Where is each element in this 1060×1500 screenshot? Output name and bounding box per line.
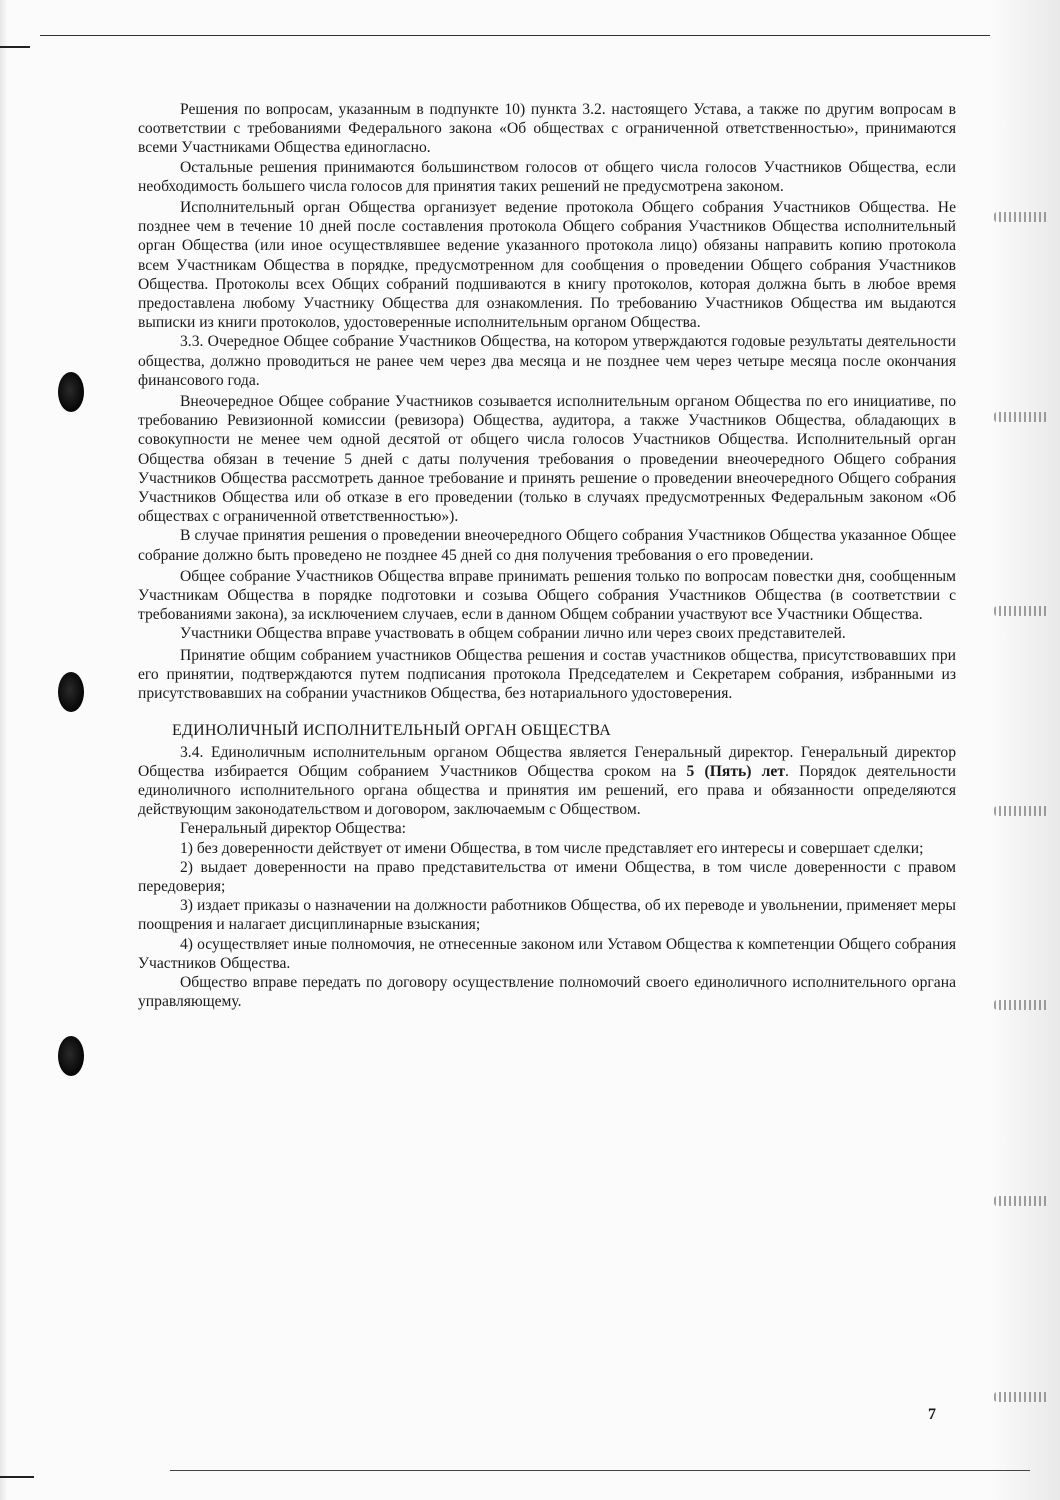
bottom-rule-line <box>170 1470 1030 1471</box>
right-scan-edge <box>990 0 1060 1500</box>
document-body <box>138 100 956 1011</box>
punch-hole <box>58 372 84 412</box>
list-item: 2) выдает доверенности на право представительства от имени Общества, в том числе доверенности с правом передоверия; <box>138 858 956 895</box>
binding-mark <box>994 412 1048 422</box>
paragraph: Общество вправе передать по договору осуществление полномочий своего единоличного исполнительного органа управляющему. <box>138 973 956 1011</box>
binding-mark <box>994 1000 1048 1010</box>
binding-mark <box>994 1196 1048 1206</box>
punch-hole <box>58 672 84 712</box>
binding-mark <box>994 1392 1048 1402</box>
binding-mark <box>994 806 1048 816</box>
paragraph: Принятие общим собранием участников Общества решения и состав участников общества, присутствовавших при его принятии, подтверждаются путем подписания протокола Председателем и Секретарем собрания, избранными из присутствовавших на собрании участников Общества, без нотариального удостоверения. <box>138 646 956 703</box>
binding-mark <box>994 212 1048 222</box>
list-item: 4) осуществляет иные полномочия, не отнесенные законом или Уставом Общества к компетенции Общего собрания Участников Общества. <box>138 935 956 972</box>
paragraph: Исполнительный орган Общества организует ведение протокола Общего собрания Участников Общества. Не позднее чем в течение 10 дней после составления протокола Общего собрания Участников Общества исполнительный орган Общества (или иное осуществлявшее ведение указанного протокола лицо) обязаны направить копию протокола всем Участникам Общества в порядке, предусмотренном для сообщения о проведении Общего собрания Участников Общества. Протоколы всех Общих собраний подшиваются в книгу протоколов, которая должна быть в любое время предоставлена любому Участнику Общества для ознакомления. По требованию Участников Общества им выдаются выписки из книги протоколов, удостоверенные исполнительным органом Общества. <box>138 199 956 332</box>
page-number: 7 <box>928 1406 936 1423</box>
paragraph: Общее собрание Участников Общества вправе принимать решения только по вопросам повестки дня, сообщенным Участникам Общества в порядке подготовки и созыва Общего собрания Участников Общества (в соответствии с требованиями закона), за исключением случаев, если в данном Общем собрании участвуют все Участники Общества. <box>138 567 956 624</box>
paragraph: Решения по вопросам, указанным в подпункте 10) пункта 3.2. настоящего Устава, а также по другим вопросам в соответствии с требованиями Федерального закона «Об обществах с ограниченной ответственностью», принимаются всеми Участниками Общества единогласно. <box>138 101 956 157</box>
paragraph: Остальные решения принимаются большинством голосов от общего числа голосов Участников Общества, если необходимость большего числа голосов для принятия таких решений не предусмотрена законом. <box>138 158 956 195</box>
section-heading: ЕДИНОЛИЧНЫЙ ИСПОЛНИТЕЛЬНЫЙ ОРГАН ОБЩЕСТВА <box>172 722 611 740</box>
paragraph: В случае принятия решения о проведении внеочередного Общего собрания Участников Общества указанное Общее собрание должно быть проведено не позднее 45 дней со дня получения требования о его проведении. <box>138 527 956 564</box>
paragraph: Участники Общества вправе участвовать в общем собрании лично или через своих представителей. <box>180 625 846 643</box>
list-item: 1) без доверенности действует от имени Общества, в том числе представляет его интересы и совершает сделки; <box>180 839 924 857</box>
top-left-mark <box>0 46 30 48</box>
bottom-left-mark <box>0 1476 34 1478</box>
punch-hole <box>58 1036 84 1076</box>
top-rule-line <box>40 35 1030 36</box>
left-margin-shadow <box>0 0 8 1500</box>
paragraph: 3.3. Очередное Общее собрание Участников Общества, на котором утверждаются годовые результаты деятельности общества, должно проводиться не ранее чем через два месяца и не позднее чем через четыре месяца после окончания финансового года. <box>138 333 956 389</box>
paragraph-text: . Порядок деятельности единоличного исполнительного органа общества и принятия им решений, его права и обязанности определяются действующим законодательством и договором, заключаемым с Обществом. <box>138 762 956 819</box>
list-item: 3) издает приказы о назначении на должности работников Общества, об их переводе и увольнении, применяет меры поощрения и налагает дисциплинарные взыскания; <box>138 897 956 934</box>
paragraph: Внеочередное Общее собрание Участников созывается исполнительным органом Общества по его инициативе, по требованию Ревизионной комиссии (ревизора) Общества, аудитора, а также Участников Общества, обладающих в совокупности не менее чем одной десятой от общего числа голосов Участников Общества. Исполнительный орган Общества обязан в течение 5 дней с даты получения требования о проведении внеочередного Общего собрания Участников Общества рассмотреть данное требование и принять решение о проведении внеочередного Общего собрания Участников Общества или об отказе в его проведении (только в случаях предусмотренных Федеральным законом «Об обществах с ограниченной ответственностью»). <box>138 393 956 526</box>
term-emphasis: 5 (Пять) лет <box>686 762 785 780</box>
paragraph <box>138 743 956 820</box>
paragraph: Генеральный директор Общества: <box>180 820 406 838</box>
binding-mark <box>994 606 1048 616</box>
paragraph-text: 3.4. Единоличным исполнительным органом Общества является Генеральный директор. Генеральный директор Общества избирается Общим собранием Участников Общества сроком на <box>138 743 956 780</box>
